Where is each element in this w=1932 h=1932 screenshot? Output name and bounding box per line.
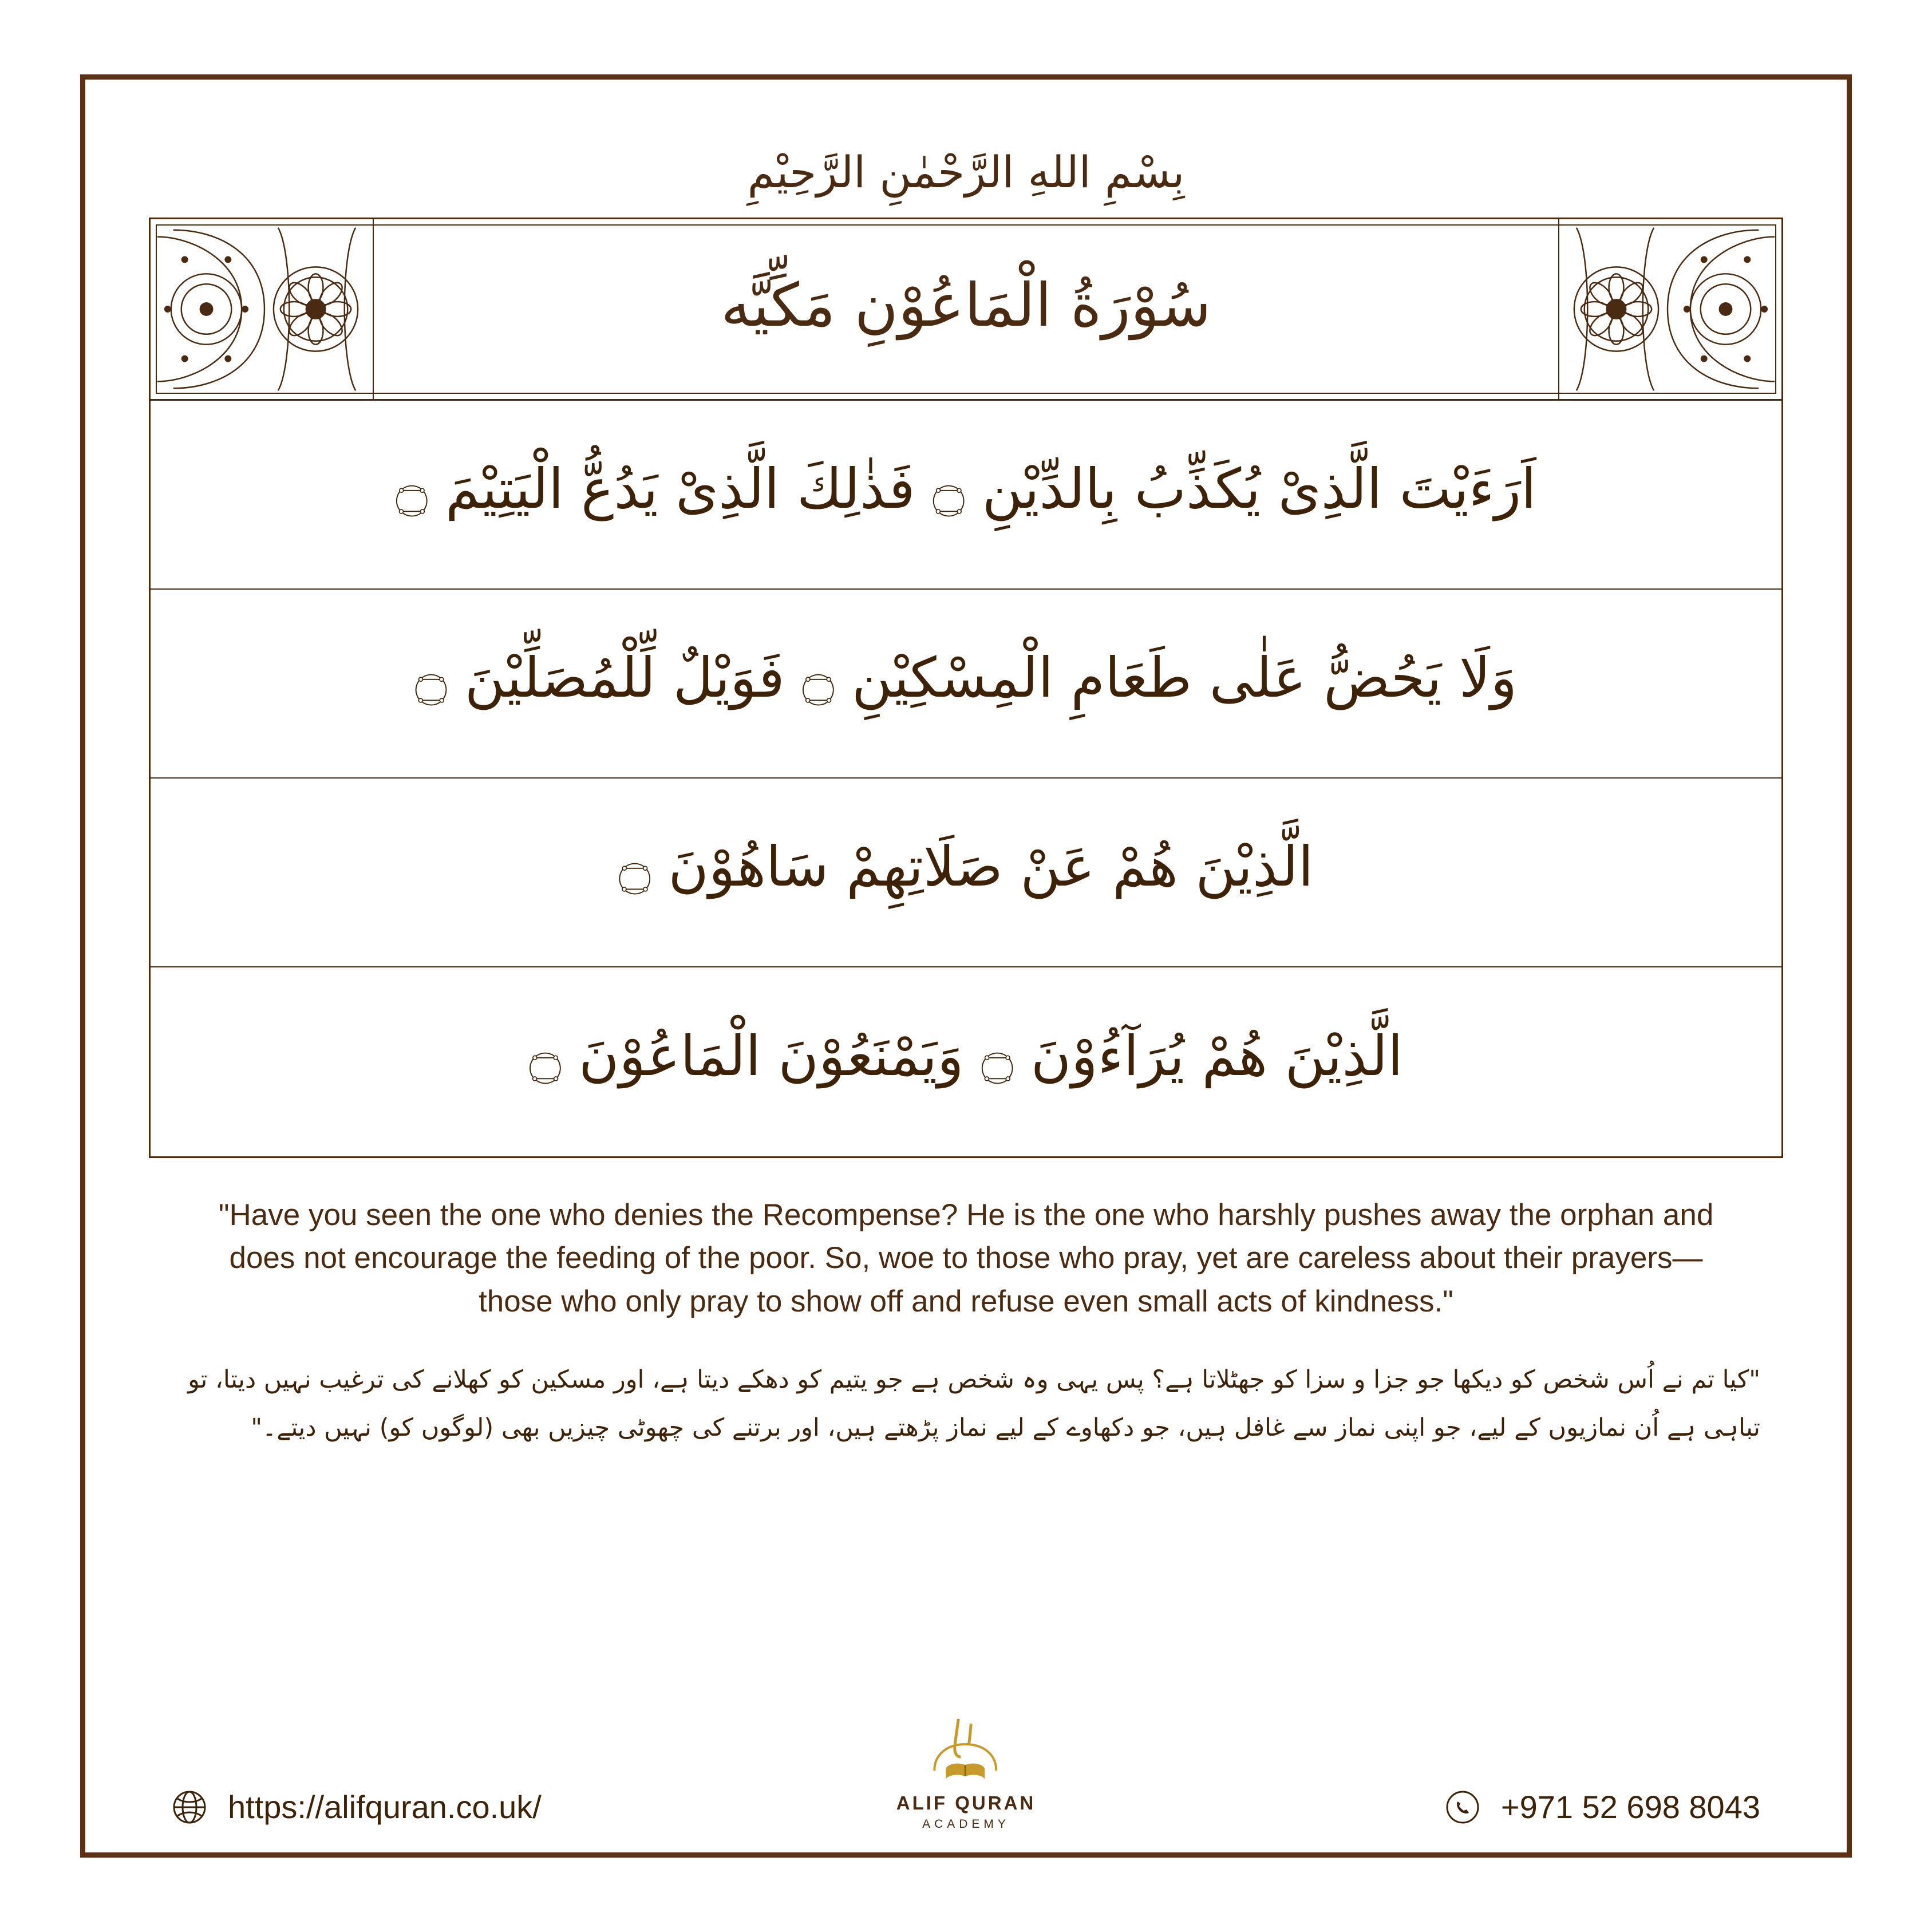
ayah-row [151, 779, 1781, 967]
website-link[interactable] [172, 1788, 542, 1826]
poster-content [69, 72, 1863, 1869]
globe-icon [172, 1789, 207, 1825]
brand-name: ALIF QURAN [896, 1792, 1036, 1814]
ayah-text: الَّذِيْنَ هُمْ عَنْ صَلَاتِهِمْ سَاهُوْنَ ۝ [618, 835, 1314, 899]
surah-title: سُوْرَةُ الْمَاعُوْنِ مَكِّیَّه [721, 270, 1211, 341]
english-translation: "Have you seen the one who denies the Recompense? He is the one who harshly pushes away the orphan and does not encourage the feeding of the poor. So, woe to those who pray, yet are careless about their prayers—those who only pray to show off and refuse even small acts of kindness." [218, 1198, 1714, 1318]
ornament-left-icon [151, 219, 374, 399]
ayah-row [151, 401, 1781, 590]
phone-number: +971 52 698 8043 [1500, 1789, 1760, 1825]
ornament-right-icon [1558, 219, 1781, 399]
ayah-row [151, 967, 1781, 1156]
brand-logo [896, 1714, 1036, 1831]
ayah-row [151, 590, 1781, 779]
whatsapp-icon [1445, 1789, 1480, 1825]
ayat-container [149, 401, 1783, 1158]
surah-title-banner [149, 218, 1783, 401]
website-url: https://alifquran.co.uk/ [228, 1789, 542, 1825]
footer [137, 1788, 1795, 1846]
brand-subtitle: ACADEMY [922, 1818, 1010, 1831]
ayah-text: اَرَءَيْتَ الَّذِىْ يُكَذِّبُ بِالدِّيْنِ ۝ فَذٰلِكَ الَّذِىْ يَدُعُّ الْيَتِيْمَ ۝ [396, 457, 1536, 521]
ayah-text: وَلَا يَحُضُّ عَلٰى طَعَامِ الْمِسْكِيْنِ ۝ فَوَيْلٌ لِّلْمُصَلِّيْنَ ۝ [414, 646, 1518, 710]
ayah-text: الَّذِيْنَ هُمْ يُرَآءُوْنَ ۝ وَيَمْنَعُوْنَ الْمَاعُوْنَ ۝ [529, 1024, 1403, 1089]
phone-contact[interactable] [1445, 1788, 1760, 1826]
bismillah-text: بِسْمِ اللهِ الرَّحْمٰنِ الرَّحِيْمِ [747, 147, 1185, 197]
urdu-translation: "کیا تم نے اُس شخص کو دیکھا جو جزا و سزا کو جھٹلاتا ہے؟ پس یہی وہ شخص ہے جو یتیم کو دھکے دیتا ہے، اور مسکین کو کھلانے کی ترغیب نہیں دیتا، تو تباہی ہے اُن نمازیوں کے لیے، جو اپنی نماز سے غافل ہیں، جو دکھاوے کے لیے نماز پڑھتے ہیں، اور برتنے کی چھوٹی چیزیں بھی (لوگوں کو) نہیں دیتے۔" [188, 1365, 1760, 1442]
